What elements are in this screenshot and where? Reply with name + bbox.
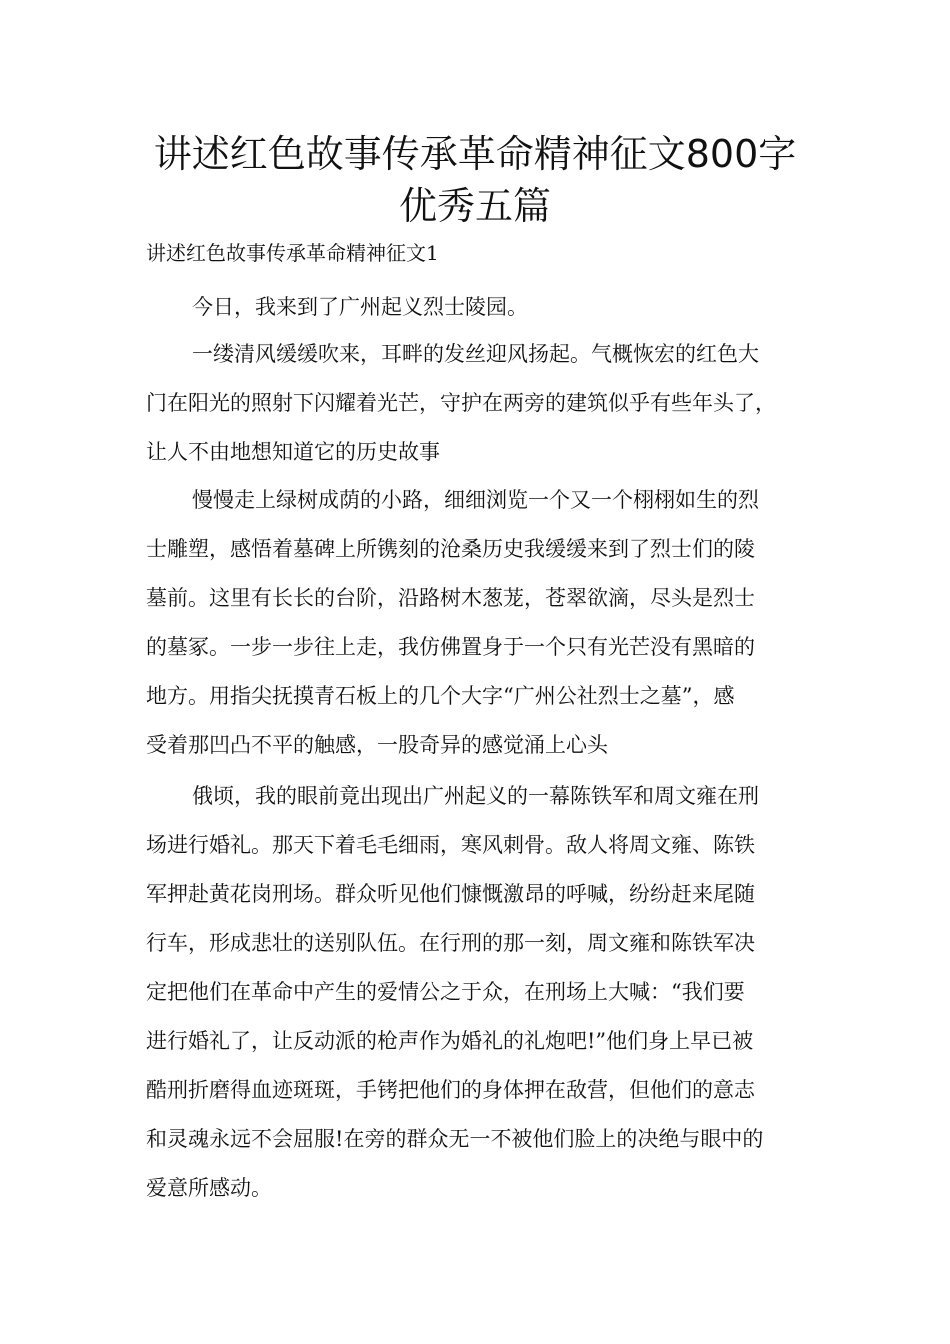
title-line: 优秀五篇: [398, 184, 551, 228]
paragraph-3: [146, 476, 811, 770]
paragraph-line: 行车，形成悲壮的送别队伍。在行刑的那一刻，周文雍和陈铁军决: [146, 931, 755, 955]
paragraph-2: [146, 330, 811, 477]
paragraph-line: 的墓冢。一步一步往上走，我仿佛置身于一个只有光芒没有黑暗的: [146, 635, 755, 659]
paragraph-line: 慢慢走上绿树成荫的小路，细细浏览一个又一个栩栩如生的烈: [192, 488, 759, 512]
paragraph-line: 定把他们在革命中产生的爱情公之于众，在刑场上大喊：“我们要: [146, 980, 745, 1004]
paragraph-line: 俄顷，我的眼前竟出现出广州起义的一幕陈铁军和周文雍在刑: [192, 784, 759, 808]
paragraph-line: 一缕清风缓缓吹来，耳畔的发丝迎风扬起。气概恢宏的红色大: [192, 342, 759, 366]
paragraph-1: [146, 283, 811, 332]
paragraph-line: 进行婚礼了，让反动派的枪声作为婚礼的礼炮吧!”他们身上早已被: [146, 1029, 754, 1053]
paragraph-line: 让人不由地想知道它的历史故事: [146, 440, 440, 464]
paragraph-line: 士雕塑，感悟着墓碑上所镌刻的沧桑历史我缓缓来到了烈士们的陵: [146, 537, 755, 561]
paragraph-4: [146, 772, 811, 1213]
paragraph-line: 军押赴黄花岗刑场。群众听见他们慷慨激昂的呼喊，纷纷赶来尾随: [146, 882, 755, 906]
paragraph-line: 今日，我来到了广州起义烈士陵园。: [192, 295, 528, 319]
paragraph-line: 酷刑折磨得血迹斑斑，手铐把他们的身体押在敌营，但他们的意志: [146, 1078, 755, 1102]
document-title: [100, 128, 850, 232]
paragraph-line: 场进行婚礼。那天下着毛毛细雨，寒风刺骨。敌人将周文雍、陈铁: [146, 833, 755, 857]
paragraph-line: 地方。用指尖抚摸青石板上的几个大字“广州公社烈士之墓”，感: [146, 684, 735, 708]
paragraph-line: 受着那凹凸不平的触感，一股奇异的感觉涌上心头: [146, 733, 608, 757]
paragraph-line: 和灵魂永远不会屈服!在旁的群众无一不被他们脸上的决绝与眼中的: [146, 1127, 764, 1151]
title-line: 讲述红色故事传承革命精神征文800字: [153, 132, 797, 176]
paragraph-line: 爱意所感动。: [146, 1176, 272, 1200]
paragraph-line: 门在阳光的照射下闪耀着光芒，守护在两旁的建筑似乎有些年头了，: [146, 391, 776, 415]
section-heading: 讲述红色故事传承革命精神征文1: [146, 241, 439, 265]
paragraph-line: 墓前。这里有长长的台阶，沿路树木葱茏，苍翠欲滴，尽头是烈士: [146, 586, 755, 610]
